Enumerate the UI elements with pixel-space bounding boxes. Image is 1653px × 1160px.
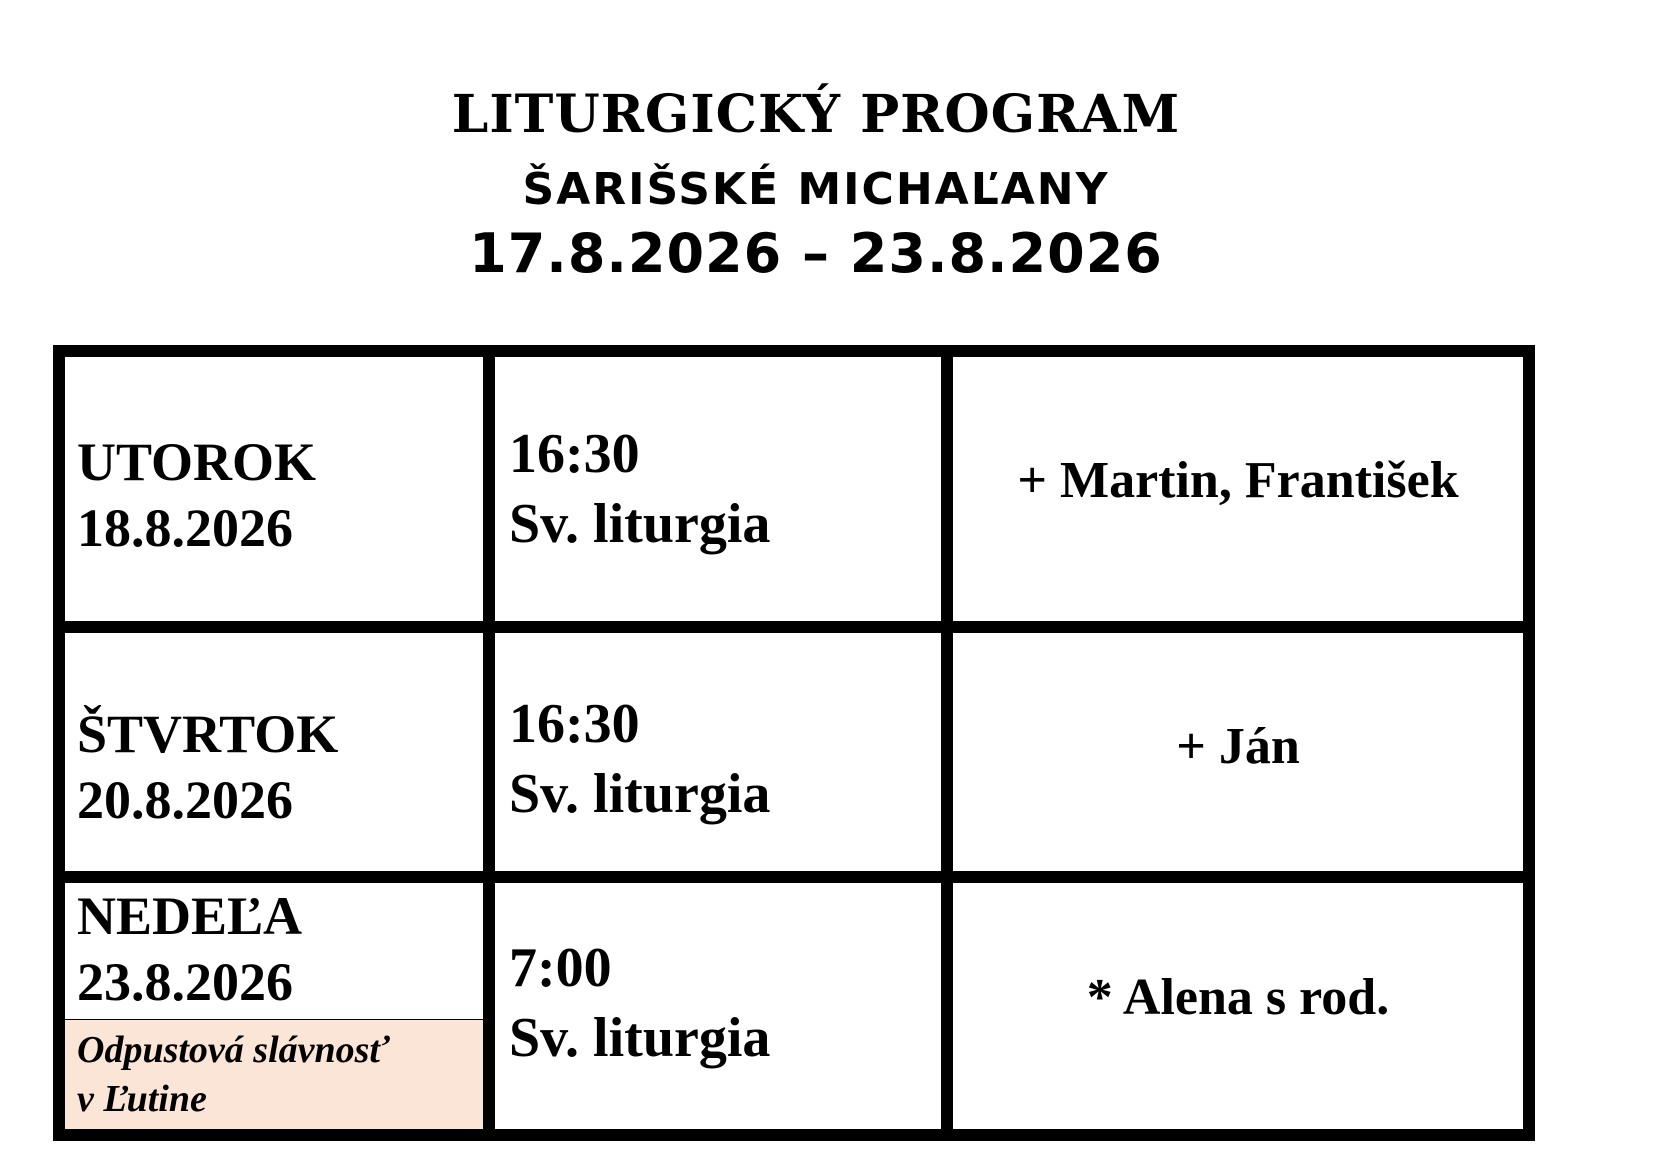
day-date: 23.8.2026 — [77, 952, 293, 1012]
day-cell — [65, 357, 483, 621]
mass-cell — [495, 883, 941, 1129]
day-date: 20.8.2026 — [77, 770, 293, 830]
parish-name: ŠARIŠSKÉ MICHAĽANY — [522, 164, 1110, 215]
mass-intention: * Alena s rod. — [1086, 968, 1390, 1026]
day-name: UTOROK — [77, 432, 317, 492]
mass-cell — [495, 633, 941, 871]
mass-intention: + Ján — [1176, 717, 1300, 775]
feast-note: Odpustová slávnosť v Ľutine — [65, 1019, 483, 1129]
intention-cell — [953, 883, 1523, 1129]
day-name: ŠTVRTOK — [77, 704, 339, 764]
schedule-table — [53, 345, 1535, 1141]
mass-time: 7:00 — [509, 937, 612, 999]
page-title: LITURGICKÝ PROGRAM — [451, 84, 1181, 145]
day-cell — [65, 883, 483, 1129]
date-range: 17.8.2026 – 23.8.2026 — [469, 222, 1163, 285]
mass-type: Sv. liturgia — [509, 1007, 771, 1069]
intention-cell — [953, 633, 1523, 871]
mass-cell — [495, 357, 941, 621]
mass-type: Sv. liturgia — [509, 763, 771, 825]
day-name: NEDEĽA — [77, 886, 303, 946]
mass-time: 16:30 — [509, 423, 640, 485]
day-date: 18.8.2026 — [77, 498, 293, 558]
mass-type: Sv. liturgia — [509, 493, 771, 555]
mass-time: 16:30 — [509, 693, 640, 755]
mass-intention: + Martin, František — [1017, 451, 1459, 509]
intention-cell — [953, 357, 1523, 621]
day-cell — [65, 633, 483, 871]
